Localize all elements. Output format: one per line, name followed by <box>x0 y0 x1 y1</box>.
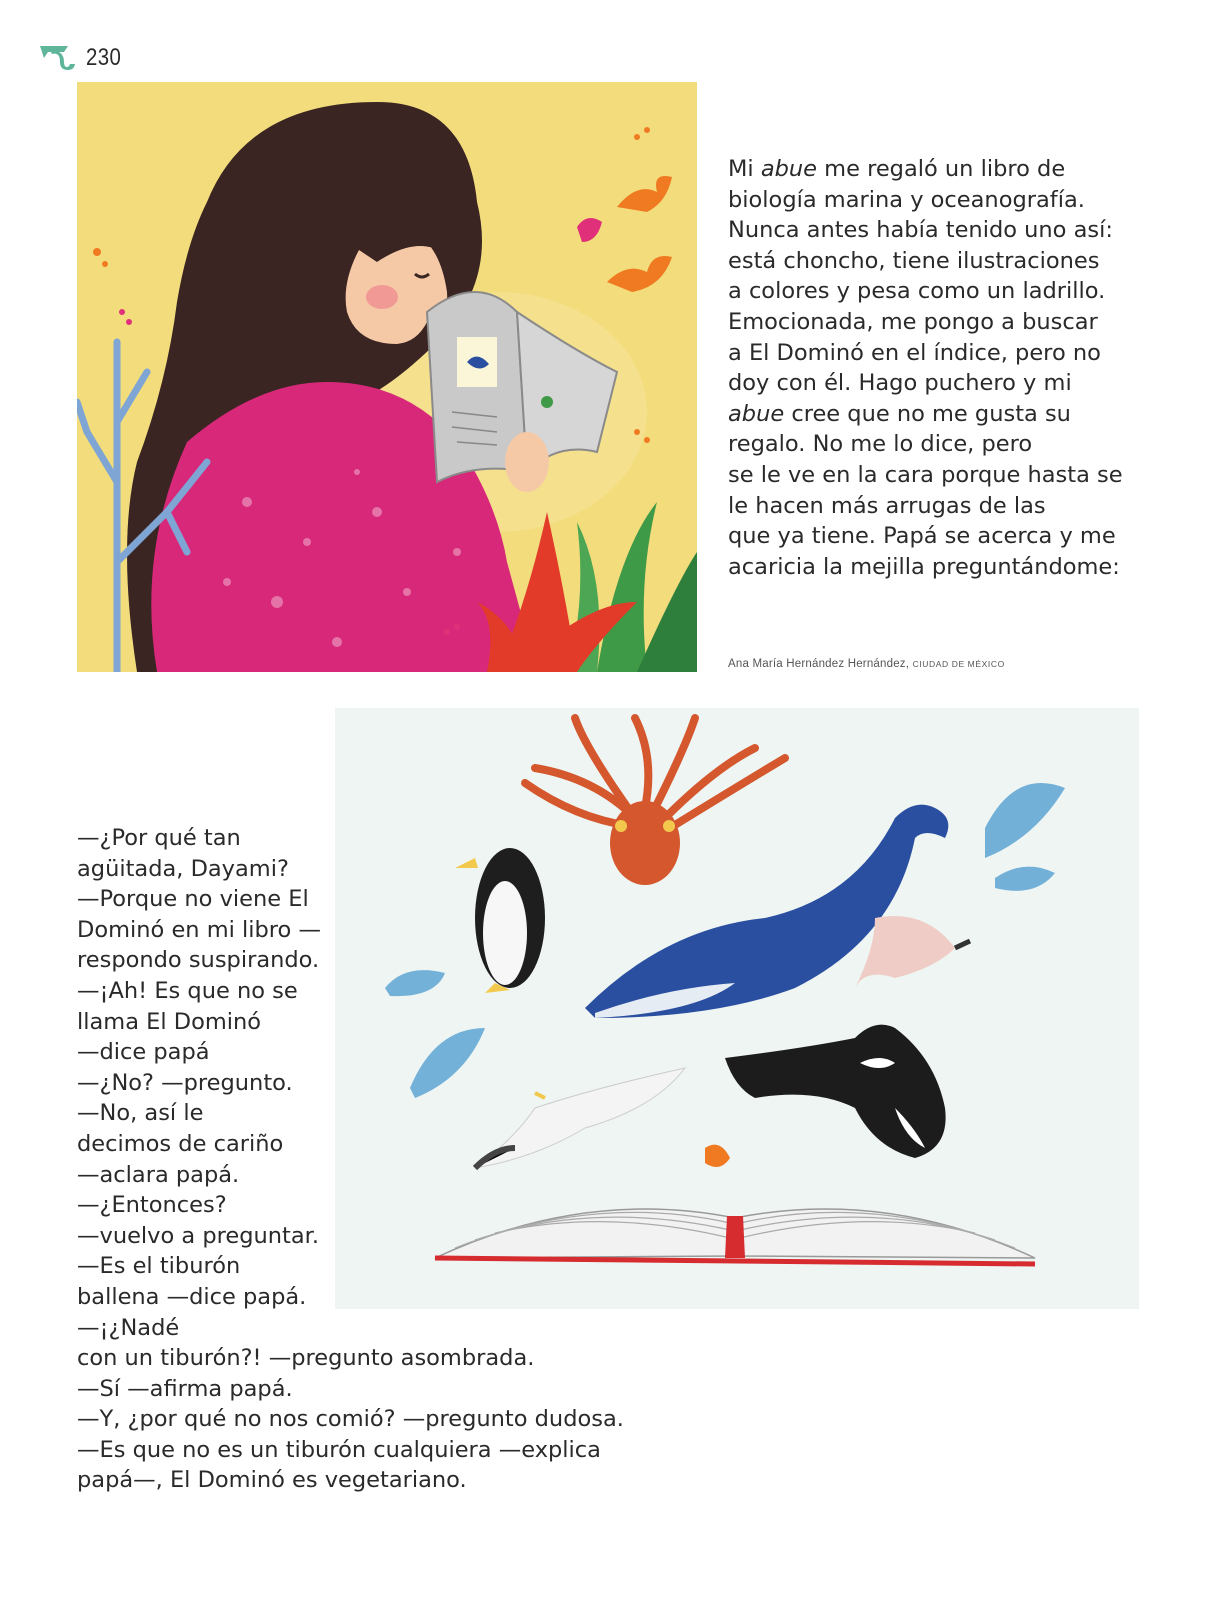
author-place: CIUDAD DE MÉXICO <box>912 659 1005 669</box>
page-header <box>38 40 128 76</box>
paragraph-line <box>728 399 1148 430</box>
paragraph-line <box>728 552 1148 583</box>
text-segment: acaricia la mejilla preguntándome: <box>728 553 1120 580</box>
text-segment: biología marina y oceanografía. <box>728 186 1085 213</box>
text-segment: me regaló un libro de <box>817 156 1066 182</box>
dialog-line: —¿Por qué tan <box>77 825 241 851</box>
story-paragraph <box>728 154 1148 582</box>
author-name: Ana María Hernández Hernández, <box>728 658 910 670</box>
paragraph-line <box>728 368 1148 399</box>
text-segment: a El Dominó en el índice, pero no <box>728 339 1101 366</box>
paragraph-line <box>728 338 1148 369</box>
dialog-line: —Porque no viene El <box>77 886 309 913</box>
dialog-line: —Es que no es un tiburón cualquiera —explica <box>77 1436 601 1463</box>
paragraph-line <box>728 460 1148 491</box>
text-segment: que ya tiene. Papá se acerca y me <box>728 523 1116 550</box>
dialog-line: —¿Entonces? <box>77 1192 227 1219</box>
dialog-line: decimos de cariño <box>77 1130 284 1157</box>
text-segment: está choncho, tiene ilustraciones <box>728 247 1100 274</box>
page-number: 230 <box>86 44 122 71</box>
dialog-line: llama El Dominó <box>77 1008 262 1035</box>
italic-word: abue <box>760 156 818 182</box>
paragraph-line <box>728 521 1148 552</box>
paragraph-line <box>728 215 1148 246</box>
dialog-text <box>77 823 624 1496</box>
text-segment: cree que no me gusta su <box>784 400 1071 427</box>
dialog-line: —vuelvo a preguntar. <box>77 1222 319 1249</box>
paragraph-line <box>728 429 1148 460</box>
dialog-line: ballena —dice papá. <box>77 1283 307 1310</box>
text-segment: se le ve en la cara porque hasta se <box>728 461 1123 488</box>
dialog-line: agüitada, Dayami? <box>77 855 289 882</box>
dialog-line: —No, así le <box>77 1100 204 1127</box>
dialog-line: —¡¿Nadé <box>77 1314 180 1341</box>
paragraph-line <box>728 307 1148 338</box>
text-segment: Nunca antes había tenido uno así: <box>728 217 1113 244</box>
brand-logo-icon <box>38 40 78 76</box>
dialog-line: con un tiburón?! —pregunto asombrada. <box>77 1345 535 1372</box>
paragraph-line <box>728 246 1148 277</box>
text-segment: regalo. No me lo dice, pero <box>728 431 1033 458</box>
italic-word: abue <box>728 400 785 427</box>
text-segment: Mi <box>728 156 761 182</box>
dialog-line: —¿No? —pregunto. <box>77 1069 293 1096</box>
author-credit <box>728 658 1005 670</box>
dialog-line: —Sí —afirma papá. <box>77 1375 293 1402</box>
girl-reading-illustration <box>77 82 697 672</box>
dialog-line: —Es el tiburón <box>77 1253 241 1280</box>
paragraph-line <box>728 491 1148 522</box>
dialog-line: —Y, ¿por qué no nos comió? —pregunto dudosa. <box>77 1406 624 1433</box>
paragraph-line <box>728 276 1148 307</box>
dialog-line: —dice papá <box>77 1039 210 1066</box>
text-segment: Emocionada, me pongo a buscar <box>728 308 1098 335</box>
dialog-line: respondo suspirando. <box>77 947 320 974</box>
dialog-line: Dominó en mi libro — <box>77 916 321 943</box>
text-segment: le hacen más arrugas de las <box>728 492 1046 519</box>
dialog-line: papá—, El Dominó es vegetariano. <box>77 1467 467 1494</box>
dialog-line: —aclara papá. <box>77 1161 240 1188</box>
paragraph-line <box>728 185 1148 216</box>
dialog-line: —¡Ah! Es que no se <box>77 977 298 1004</box>
paragraph-line <box>728 154 1148 185</box>
text-segment: a colores y pesa como un ladrillo. <box>728 278 1106 305</box>
text-segment: doy con él. Hago puchero y mi <box>728 370 1072 397</box>
